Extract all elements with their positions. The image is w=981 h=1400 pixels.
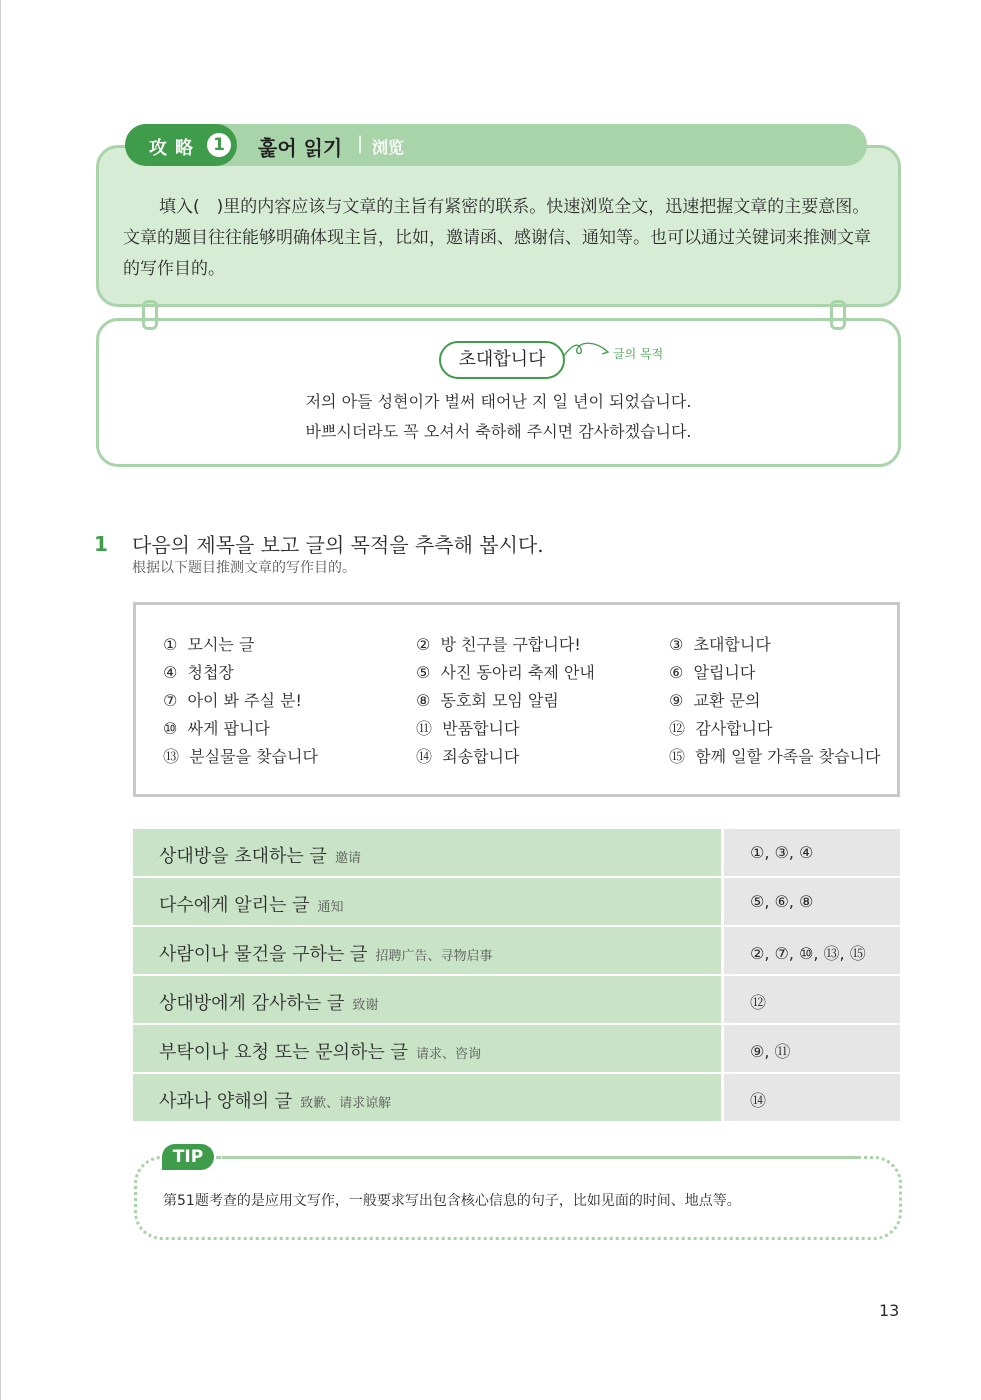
answer-purpose-cell: 상대방을 초대하는 글 邀请 [133, 829, 721, 876]
table-row [133, 1025, 900, 1072]
tip-divider [218, 1156, 858, 1162]
strategy-label-box [125, 124, 237, 166]
table-row [133, 927, 900, 974]
answer-numbers-cell: ②, ⑦, ⑩, ⑬, ⑮ [724, 927, 900, 974]
option-item: ⑧ 동호회 모임 알림 [416, 691, 559, 710]
example-line: 바쁘시더라도 꼭 오셔서 축하해 주시면 감사하겠습니다. [305, 422, 692, 441]
answer-numbers-cell: ⑭ [724, 1074, 900, 1121]
example-line: 저의 아들 성현이가 벌써 태어난 지 일 년이 되었습니다. [305, 392, 692, 411]
table-row [133, 1074, 900, 1121]
answer-table [133, 829, 900, 1123]
option-item: ⑨ 교환 문의 [669, 691, 761, 710]
option-item: ⑫ 감사합니다 [669, 719, 773, 738]
option-item: ⑩ 싸게 팝니다 [163, 719, 270, 738]
option-item: ⑥ 알립니다 [669, 663, 756, 682]
answer-numbers-cell: ①, ③, ④ [724, 829, 900, 876]
option-item: ① 모시는 글 [163, 635, 255, 654]
answer-numbers-cell: ⑫ [724, 976, 900, 1023]
strategy-subtitle: 浏览 [372, 138, 405, 157]
answer-purpose-cell: 상대방에게 감사하는 글 致谢 [133, 976, 721, 1023]
page-edge [0, 0, 1, 1400]
ring-left-icon [142, 300, 158, 330]
table-row [133, 829, 900, 876]
example-title: 초대합니다 [439, 341, 565, 379]
answer-purpose-cell: 부탁이나 요청 또는 문의하는 글 请求、咨询 [133, 1025, 721, 1072]
answer-numbers-cell: ⑤, ⑥, ⑧ [724, 878, 900, 925]
option-item: ⑪ 반품합니다 [416, 719, 520, 738]
options-box [133, 602, 900, 797]
question-subtext: 根据以下题目推测文章的写作目的。 [132, 560, 356, 576]
example-note: 글의 목적 [613, 347, 664, 361]
option-item: ② 방 친구를 구합니다! [416, 635, 581, 654]
table-row [133, 976, 900, 1023]
option-item: ⑤ 사진 동아리 축제 안내 [416, 663, 595, 682]
answer-numbers-cell: ⑨, ⑪ [724, 1025, 900, 1072]
option-item: ⑦ 아이 봐 주실 분! [163, 691, 302, 710]
question-text: 다음의 제목을 보고 글의 목적을 추측해 봅시다. [132, 533, 544, 557]
option-item: ④ 청첩장 [163, 663, 234, 682]
explanation-box [96, 145, 901, 307]
explanation-text: 填入( )里的内容应该与文章的主旨有紧密的联系。快速浏览全文，迅速把握文章的主要意图。文章的题目往往能够明确体现主旨，比如，邀请函、感谢信、通知等。也可以通过关键词来推测文章的写作目的。 [123, 197, 871, 279]
curved-arrow-icon [561, 339, 613, 363]
strategy-header [125, 124, 867, 166]
table-row [133, 878, 900, 925]
strategy-label: 攻略 [149, 138, 201, 159]
answer-purpose-cell: 다수에게 알리는 글 通知 [133, 878, 721, 925]
strategy-title: 훑어 읽기 [258, 136, 343, 160]
tip-badge: TIP [162, 1144, 214, 1170]
option-item: ⑬ 분실물을 찾습니다 [163, 747, 318, 766]
option-item: ③ 초대합니다 [669, 635, 771, 654]
tip-text: 第51题考查的是应用文写作，一般要求写出包含核心信息的句子，比如见面的时间、地点等。 [163, 1193, 741, 1209]
strategy-number: 1 [207, 133, 231, 157]
answer-purpose-cell: 사과나 양해의 글 致歉、请求谅解 [133, 1074, 721, 1121]
example-box [96, 318, 901, 467]
strategy-separator: | [357, 133, 364, 154]
question-number: 1 [94, 532, 108, 556]
page-number: 13 [879, 1301, 900, 1320]
ring-right-icon [830, 300, 846, 330]
answer-purpose-cell: 사람이나 물건을 구하는 글 招聘广告、寻物启事 [133, 927, 721, 974]
option-item: ⑮ 함께 일할 가족을 찾습니다 [669, 747, 881, 766]
option-item: ⑭ 죄송합니다 [416, 747, 520, 766]
